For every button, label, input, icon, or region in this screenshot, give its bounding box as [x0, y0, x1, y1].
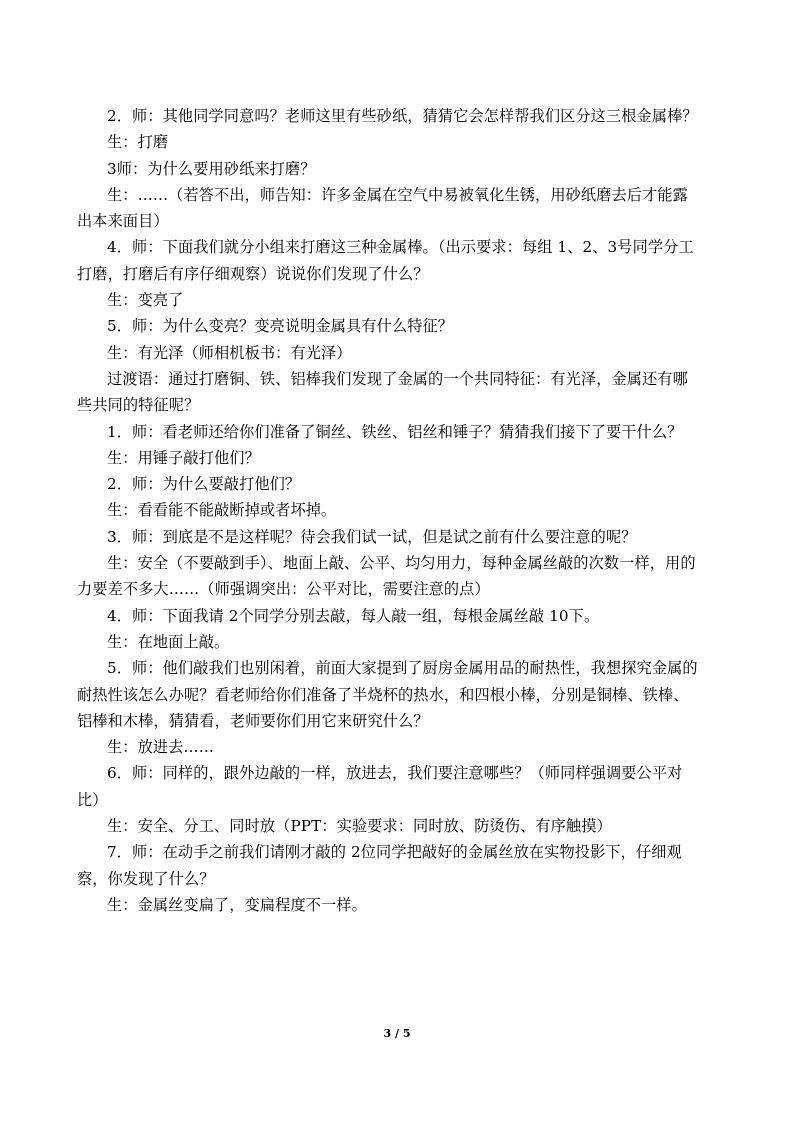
paragraph	[77, 419, 722, 445]
text-line: 打磨，打磨后有序仔细观察）说说你们发现了什么？	[77, 264, 429, 283]
text-line: 生：打磨	[107, 133, 169, 152]
text-line: 些共同的特征呢？	[77, 396, 200, 415]
text-line: 生：在地面上敲。	[107, 632, 230, 651]
text-line: 力要差不多大……（师强调突出：公平对比，需要注意的点）	[77, 580, 490, 599]
paragraph	[77, 839, 722, 892]
text-line: 2．师：其他同学同意吗？老师这里有些砂纸，猜猜它会怎样帮我们区分这三根金属棒？	[107, 107, 698, 125]
text-line: 过渡语：通过打磨铜、铁、铝棒我们发现了金属的一个共同特征：有光泽，金属还有哪	[107, 369, 688, 388]
paragraph	[77, 313, 722, 339]
page-number: 3 / 5	[383, 1027, 411, 1040]
paragraph	[77, 760, 722, 813]
text-line: 3．师：到底是不是这样呢？待会我们试一试，但是试之前有什么要注意的呢？	[107, 527, 637, 546]
paragraph	[77, 892, 722, 918]
text-line: 察，你发现了什么？	[77, 869, 215, 888]
paragraph	[77, 813, 722, 839]
text-line: 铝棒和木棒，猜猜看，老师要你们用它来研究什么？	[77, 711, 429, 730]
paragraph	[77, 129, 722, 155]
text-line: 生：放进去……	[107, 738, 215, 757]
paragraph	[77, 366, 722, 419]
paragraph	[77, 156, 722, 182]
text-line: 耐热性该怎么办呢？看老师给你们准备了半烧杯的热水，和四根小棒，分别是铜棒、铁棒、	[77, 685, 689, 704]
paragraph	[77, 524, 722, 550]
text-line: 比）	[77, 790, 108, 809]
paragraph	[77, 103, 722, 129]
paragraph	[77, 445, 722, 471]
text-line: 2．师：为什么要敲打他们？	[107, 475, 301, 494]
text-line: 生：变亮了	[107, 291, 184, 310]
text-line: 生：安全、分工、同时放（PPT：实验要求：同时放、防烫伤、有序触摸）	[107, 817, 612, 836]
text-line: 7．师：在动手之前我们请刚才敲的 2位同学把敲好的金属丝放在实物投影下，仔细观	[107, 843, 682, 862]
text-line: 出本来面目）	[77, 212, 169, 231]
text-line: 5．师：他们敲我们也别闲着，前面大家提到了厨房金属用品的耐热性，我想探究金属的	[107, 659, 698, 678]
text-line: 4．师：下面我请 2个同学分别去敲，每人敲一组，每根金属丝敲 10下。	[107, 606, 600, 625]
paragraph	[77, 471, 722, 497]
text-line: 生：金属丝变扁了，变扁程度不一样。	[107, 895, 367, 914]
text-line: 生：看看能不能敲断掉或者坏掉。	[107, 501, 337, 520]
paragraph	[77, 340, 722, 366]
text-line: 5．师：为什么变亮？变亮说明金属具有什么特征？	[107, 317, 454, 336]
paragraph	[77, 497, 722, 523]
paragraph	[77, 550, 722, 603]
text-line: 生：用锤子敲打他们？	[107, 448, 260, 467]
paragraph	[77, 603, 722, 629]
text-line: 生：有光泽（师相机板书：有光泽）	[107, 343, 352, 362]
paragraph	[77, 629, 722, 655]
paragraph	[77, 655, 722, 734]
paragraph	[77, 734, 722, 760]
text-line: 生：……（若答不出，师告知：许多金属在空气中易被氧化生锈，用砂纸磨去后才能露	[107, 185, 688, 204]
text-line: 生：安全（不要敲到手）、地面上敲、公平、均匀用力，每种金属丝敲的次数一样，用的	[107, 554, 696, 573]
text-line: 6．师：同样的，跟外边敲的一样，放进去，我们要注意哪些？（师同样强调要公平对	[107, 764, 683, 783]
text-line: 4．师：下面我们就分小组来打磨这三种金属棒。（出示要求：每组 1、2、3号同学分工	[107, 238, 694, 257]
paragraph	[77, 182, 722, 235]
text-line: 3师：为什么要用砂纸来打磨？	[107, 159, 316, 178]
text-line: 1．师：看老师还给你们准备了铜丝、铁丝、铝丝和锤子？猜猜我们接下了要干什么？	[107, 422, 683, 441]
paragraph	[77, 234, 722, 287]
document-body	[77, 103, 722, 918]
paragraph	[77, 287, 722, 313]
